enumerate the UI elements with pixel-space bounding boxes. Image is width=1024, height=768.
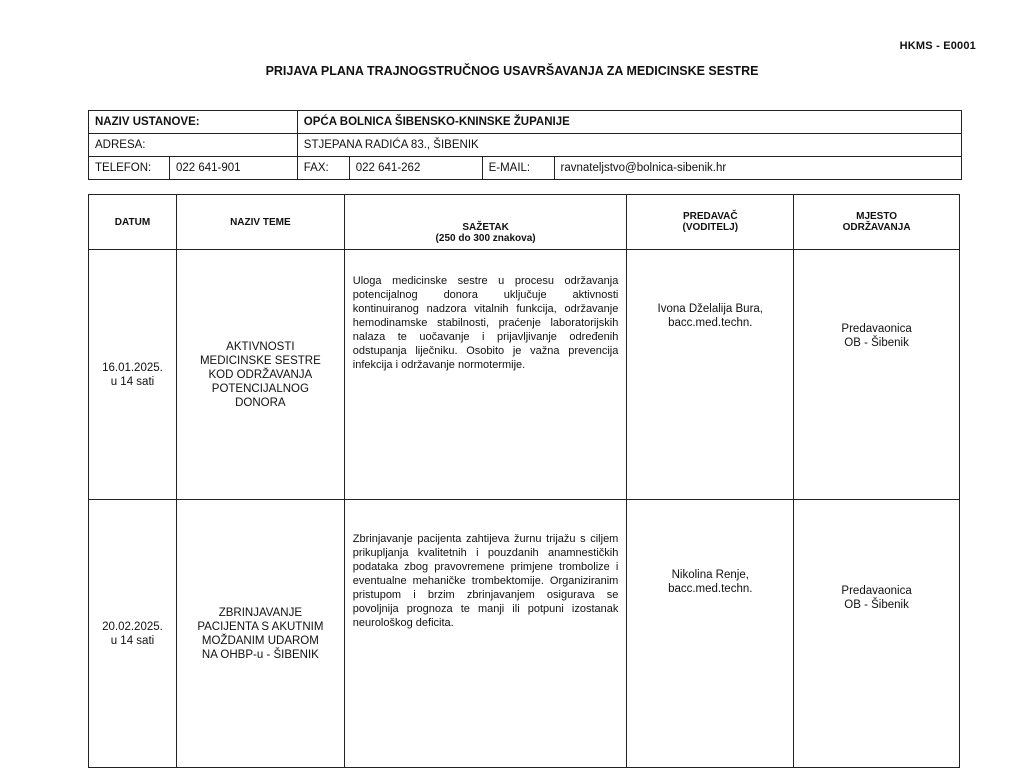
header-place bbox=[794, 195, 960, 250]
row-summary: Uloga medicinske sestre u procesu održavanja potencijalnog donora uključuje aktivnosti kontinuiranog nadzora vitalnih funkcija, održavanje hemodinamske stabilnosti, praćenje laboratorijskih nalaza te uočavanje i prijavljivanje određenih odstupanja liječniku. Osobito je važna prevencija infekcija i održavanje normotermije. bbox=[344, 250, 627, 500]
phone-value: 022 641-901 bbox=[169, 157, 297, 180]
row-lecturer bbox=[627, 500, 794, 768]
header-topic: NAZIV TEME bbox=[176, 195, 344, 250]
institution-address-row bbox=[89, 134, 962, 157]
header-summary-note: (250 do 300 znakova) bbox=[435, 233, 536, 244]
row-topic-line: MEDICINSKE SESTRE bbox=[199, 354, 321, 367]
plan-header-row bbox=[89, 195, 960, 250]
address-value: STJEPANA RADIĆA 83., ŠIBENIK bbox=[297, 134, 961, 157]
row-topic-line: DONORA bbox=[235, 396, 286, 409]
header-date: DATUM bbox=[89, 195, 177, 250]
row-lecturer-title: bacc.med.techn. bbox=[668, 317, 753, 329]
row-time-value: u 14 sati bbox=[110, 634, 155, 647]
phone-label: TELEFON: bbox=[89, 157, 170, 180]
row-date bbox=[89, 250, 177, 500]
row-summary: Zbrinjavanje pacijenta zahtijeva žurnu trijažu s ciljem prikupljanja kvalitetnih i pouzdanih anamnestičkih podataka zbog pravovremene primjene trombolize i eventualne mehaničke trombektomije. Organiziranim pristupom i brzim zbrinjavanjem osigurava se povoljnija prognoza te manji ili potpuni izostanak neurološkog deficita. bbox=[344, 500, 627, 768]
header-lecturer-title: PREDAVAČ bbox=[682, 211, 738, 222]
row-place bbox=[794, 500, 960, 768]
row-date-value: 16.01.2025. bbox=[102, 361, 163, 374]
institution-table bbox=[88, 110, 962, 180]
row-topic-line: MOŽDANIM UDAROM bbox=[201, 634, 319, 647]
row-topic bbox=[176, 250, 344, 500]
row-topic bbox=[176, 500, 344, 768]
header-lecturer bbox=[627, 195, 794, 250]
institution-name-row bbox=[89, 111, 962, 134]
institution-name-label: NAZIV USTANOVE: bbox=[89, 111, 298, 134]
row-topic-line: NA OHBP-u - ŠIBENIK bbox=[201, 648, 319, 661]
header-place-line2: ODRŽAVANJA bbox=[842, 222, 911, 233]
row-lecturer-title: bacc.med.techn. bbox=[668, 583, 753, 595]
header-lecturer-note: (VODITELJ) bbox=[682, 222, 739, 233]
row-topic-line: AKTIVNOSTI bbox=[226, 340, 295, 353]
header-summary bbox=[344, 195, 627, 250]
table-row bbox=[89, 250, 960, 500]
institution-contact-row bbox=[89, 157, 962, 180]
row-lecturer-name: Ivona Dželalija Bura, bbox=[657, 303, 763, 315]
document-title: PRIJAVA PLANA TRAJNOGSTRUČNOG USAVRŠAVANJA ZA MEDICINSKE SESTRE bbox=[265, 64, 759, 78]
institution-name: OPĆA BOLNICA ŠIBENSKO-KNINSKE ŽUPANIJE bbox=[297, 111, 961, 134]
email-value: ravnateljstvo@bolnica-sibenik.hr bbox=[554, 157, 962, 180]
row-place-line1: Predavaonica bbox=[841, 585, 912, 597]
fax-value: 022 641-262 bbox=[349, 157, 482, 180]
row-place-line1: Predavaonica bbox=[841, 323, 912, 335]
row-time-value: u 14 sati bbox=[110, 375, 155, 388]
row-date-value: 20.02.2025. bbox=[102, 620, 163, 633]
row-topic-line: POTENCIJALNOG bbox=[211, 382, 309, 395]
email-label: E-MAIL: bbox=[482, 157, 554, 180]
row-lecturer-name: Nikolina Renje, bbox=[671, 569, 749, 581]
fax-label: FAX: bbox=[297, 157, 349, 180]
header-summary-title: SAŽETAK bbox=[462, 222, 509, 233]
document-code: HKMS - E0001 bbox=[899, 40, 976, 52]
row-place bbox=[794, 250, 960, 500]
address-label: ADRESA: bbox=[89, 134, 298, 157]
row-date bbox=[89, 500, 177, 768]
row-place-line2: OB - Šibenik bbox=[844, 337, 909, 349]
plan-table bbox=[88, 194, 960, 768]
row-topic-line: ZBRINJAVANJE bbox=[218, 606, 302, 619]
row-topic-line: PACIJENTA S AKUTNIM bbox=[197, 620, 324, 633]
row-topic-line: KOD ODRŽAVANJA bbox=[208, 368, 313, 381]
row-place-line2: OB - Šibenik bbox=[844, 599, 909, 611]
header-place-line1: MJESTO bbox=[856, 211, 898, 222]
table-row bbox=[89, 500, 960, 768]
row-lecturer bbox=[627, 250, 794, 500]
